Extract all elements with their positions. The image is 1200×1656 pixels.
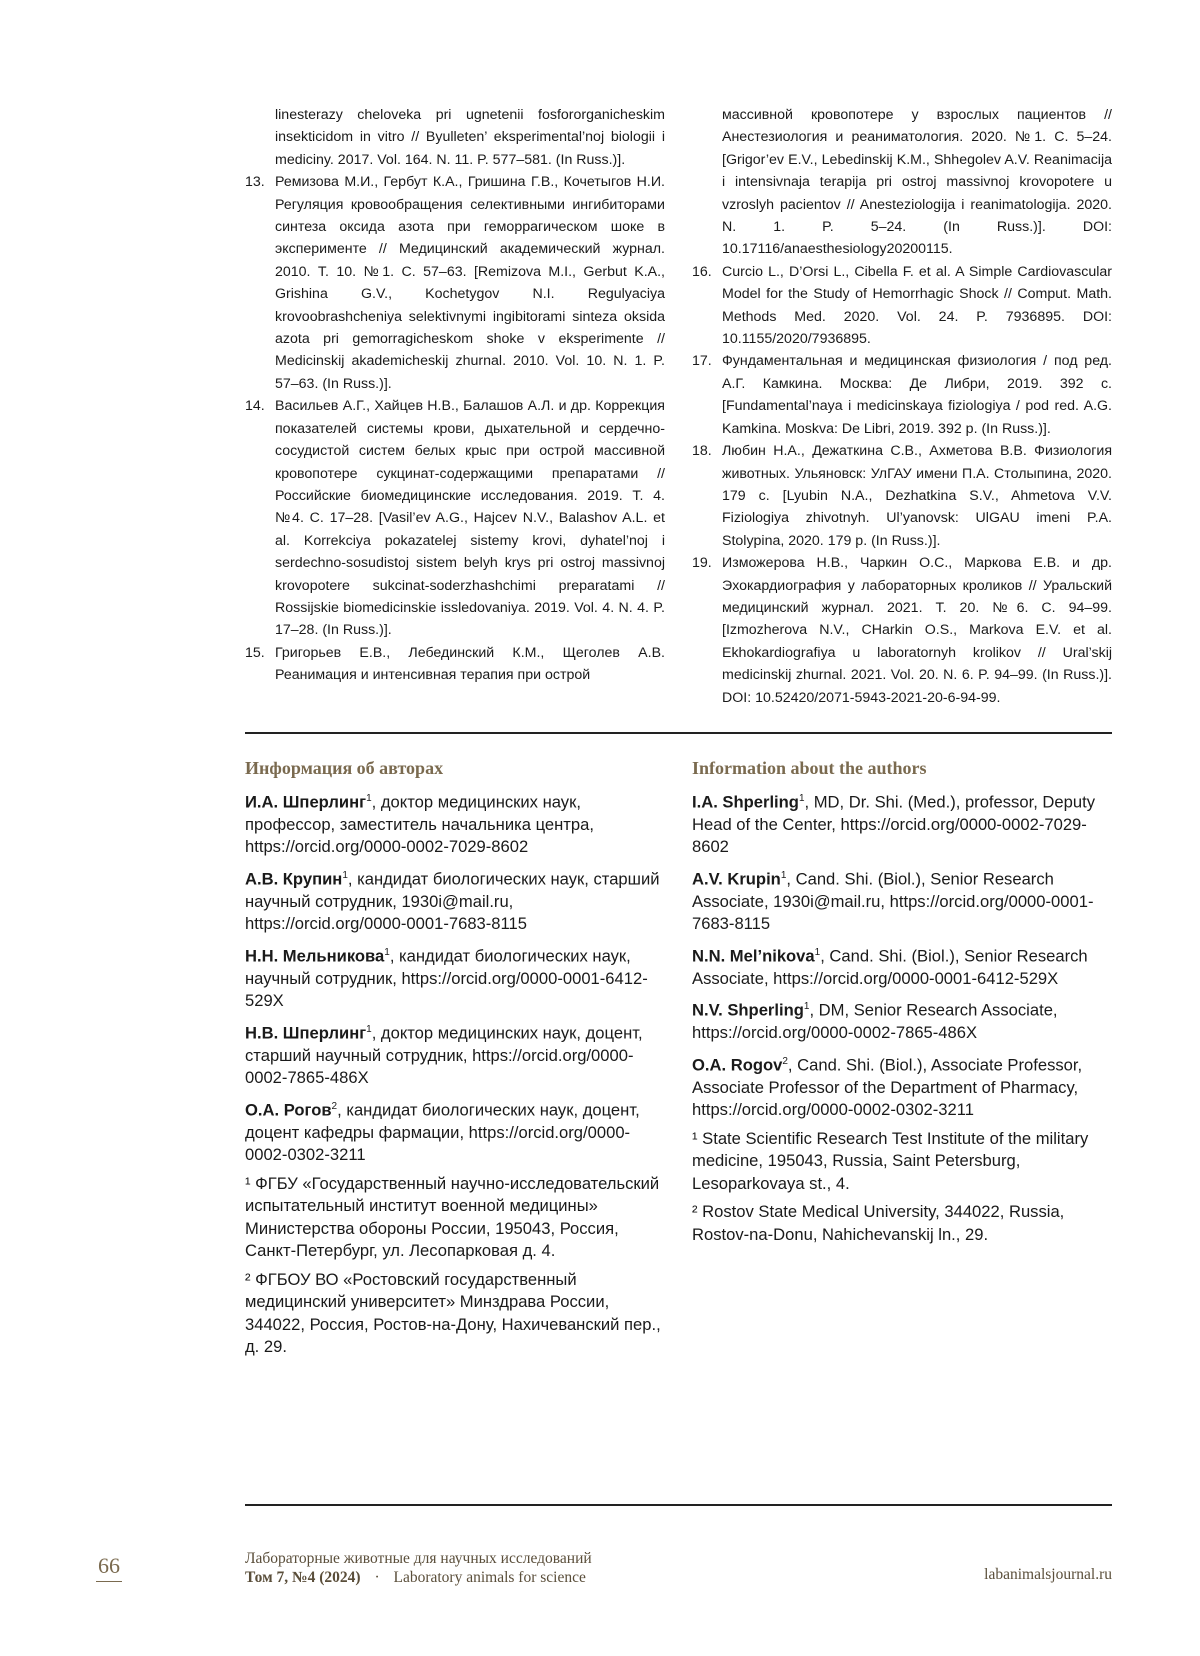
reference-text: Изможерова Н.В., Чаркин О.С., Маркова Е.В. и др. Эхокардиография у лабораторных кроликов // Уральский медицинский журнал. 2021. Т. 20. №6. С. 94–99. [Izmozherova N.V., CHarkin O.S., Markova E.V. et al. Ekhokardiografiya u laboratornyh krolikov // Ural’skij medicinskij zhurnal. 2021. Vol. 20. N. 6. P. 94–99. (In Russ.)]. DOI: 10.52420/2071-5943-2021-20-6-94-99. (722, 555, 1112, 706)
affiliation-entry: ¹ State Scientific Research Test Institute of the military medicine, 195043, Russia, Saint Petersburg, Lesoparkovaya st., 4. (692, 1128, 1089, 1193)
reference-text: Curcio L., D’Orsi L., Cibella F. et al. A Simple Cardiovascular Model for the Study of Hemorrhagic Shock // Comput. Math. Methods Med. 2020. Vol. 24. P. 7936895. DOI: 10.1155/2020/7936895. (722, 263, 1112, 348)
author-entry (245, 788, 665, 859)
reference-item (245, 171, 665, 395)
page-number: 66 (96, 1553, 122, 1582)
author-details: , доктор медицинских наук, профессор, заместитель начальника центра, https://orcid.org/0000-0002-7029-8602 (245, 792, 594, 857)
reference-item (245, 395, 665, 641)
reference-text: Васильев А.Г., Хайцев Н.В., Балашов А.Л. и др. Коррекция показателей системы крови, дыхательной и сердечно-сосудистой систем белых крыс при острой массивной кровопотере сукцинат-содержащими препаратами // Российские биомедицинские исследования. 2019. Т. 4. №4. С. 17–28. [Vasil’ev A.G., Hajcev N.V., Balashov A.L. et al. Korrekciya pokazatelej sistemy krovi, dyhatel’noj i serdechno-sosudistoj sistem belyh krys pri ostroj massivnoj krovopotere sukcinat-soderzhashchimi preparatami // Rossijskie biomedicinskie issledovaniya. 2019. Vol. 4. N. 4. P. 17–28. (In Russ.)]. (275, 398, 665, 639)
reference-text: Ремизова М.И., Гербут К.А., Гришина Г.В., Кочетыгов Н.И. Регуляция кровообращения селективными ингибиторами синтеза оксида азота при геморрагическом шоке в эксперименте // Медицинский академический журнал. 2010. Т. 10. №1. С. 57–63. [Remizova M.I., Gerbut K.A., Grishina G.V., Kochetygov N.I. Regulyaciya krovoobrashcheniya selektivnymi ingibitorami sinteza oksida azota pri gemorragicheskom shoke v eksperimente // Medicinskij akademicheskij zhurnal. 2010. Vol. 10. N. 1. P. 57–63. (In Russ.)]. (275, 174, 665, 392)
authors-info-en (692, 757, 1122, 1252)
reference-number: 17. (692, 353, 712, 370)
author-details: , DM, Senior Research Associate, https://orcid.org/0000-0002-7865-486X (692, 1000, 1058, 1043)
author-entry (692, 1051, 1122, 1122)
author-affiliation-mark: 1 (366, 792, 372, 804)
authors-title-ru: Информация об авторах (245, 758, 444, 778)
author-entry (245, 1019, 665, 1090)
reference-number: 13. (245, 174, 265, 191)
author-name: А.В. Крупин (245, 869, 343, 889)
reference-text: Фундаментальная и медицинская физиология / под ред. А.Г. Камкина. Москва: Де Либри, 2019. 392 с. [Fundamental’naya i medicinskaya fiziologiya / pod red. A.G. Kamkina. Moskva: De Libri, 2019. 392 p. (In Russ.)]. (722, 353, 1112, 437)
author-details: , кандидат биологических наук, научный сотрудник, https://orcid.org/0000-0001-6412-529X (245, 946, 648, 1011)
author-entry (692, 996, 1122, 1045)
reference-number: 14. (245, 398, 265, 415)
author-affiliation-mark: 1 (803, 1001, 810, 1013)
reference-item (692, 104, 1112, 261)
affiliation-entry: ¹ ФГБУ «Государственный научно-исследовательский испытательный институт военной медицины» Министерства обороны России, 195043, Россия, Санкт-Петербург, ул. Лесопарковая д. 4. (245, 1173, 660, 1261)
journal-title-en: Laboratory animals for science (393, 1569, 586, 1586)
reference-item (692, 261, 1112, 351)
reference-text: массивной кровопотере у взрослых пациентов // Анестезиология и реаниматология. 2020. №1. С. 5–24. [Grigor’ev E.V., Lebedinskij K.M., Shhegolev A.V. Reanimacija i intensivnaja terapija pri ostroj massivnoj krovopotere u vzroslyh pacientov // Anesteziologija i reanimatologija. 2020. N. 1. P. 5–24. (In Russ.)]. DOI: 10.17116/anaesthesiology20200115. (722, 107, 1112, 258)
journal-separator: · (374, 1569, 380, 1586)
author-name: O.A. Rogov (692, 1055, 783, 1075)
reference-item (692, 440, 1112, 552)
author-details: , Cand. Shi. (Biol.), Senior Research Associate, 1930i@mail.ru, https://orcid.org/0000-0001-7683-8115 (692, 869, 1094, 934)
reference-number: 18. (692, 443, 712, 460)
author-affiliation-mark: 1 (814, 946, 821, 958)
author-affiliation-mark: 1 (384, 946, 390, 958)
author-name: Н.В. Шперлинг (245, 1023, 367, 1043)
author-name: N.V. Shperling (692, 1000, 804, 1020)
reference-text: Григорьев Е.В., Лебединский К.М., Щеголев А.В. Реанимация и интенсивная терапия при острой (275, 644, 665, 684)
author-affiliation-mark: 1 (366, 1023, 372, 1035)
author-details: , доктор медицинских наук, доцент, старший научный сотрудник, https://orcid.org/0000-0002-7865-486X (245, 1023, 643, 1088)
reference-item (245, 104, 665, 171)
author-details: , MD, Dr. Shi. (Med.), professor, Deputy Head of the Center, https://orcid.org/0000-0002-7029-8602 (692, 792, 1095, 857)
author-entry (245, 942, 665, 1013)
author-affiliation-mark: 1 (798, 792, 805, 804)
journal-volume-line (245, 1568, 592, 1587)
author-details: , Cand. Shi. (Biol.), Associate Professor, Associate Professor of the Department of Pharmacy, https://orcid.org/0000-0002-0302-3211 (692, 1055, 1083, 1120)
authors-title-en: Information about the authors (692, 758, 927, 778)
journal-website: labanimalsjournal.ru (984, 1566, 1112, 1583)
author-details: , кандидат биологических наук, старший научный сотрудник, 1930i@mail.ru, https://orcid.org/0000-0001-7683-8115 (245, 869, 660, 934)
author-affiliation-mark: 1 (342, 869, 348, 881)
references-left-column (245, 104, 665, 687)
references-right-column (692, 104, 1112, 709)
section-divider-bottom (245, 1504, 1112, 1506)
author-name: N.N. Mel’nikova (692, 946, 815, 966)
affiliation-entry: ² Rostov State Medical University, 344022, Russia, Rostov-na-Donu, Nahichevanskij ln., 29. (692, 1202, 1065, 1244)
author-entry (692, 865, 1122, 936)
author-affiliation-mark: 2 (331, 1100, 338, 1112)
journal-title-block (245, 1549, 592, 1587)
authors-info-ru (245, 757, 665, 1365)
author-entry (692, 942, 1122, 991)
reference-item (692, 350, 1112, 440)
journal-title-ru: Лабораторные животные для научных исследований (245, 1550, 592, 1567)
reference-text: linesterazy cheloveka pri ugnetenii fosfororganicheskim insekticidom in vitro // Byulleten’ eksperimental’noj biologii i mediciny. 2017. Vol. 164. N. 11. P. 577–581. (In Russ.)]. (275, 107, 665, 168)
section-divider-top (245, 732, 1112, 734)
author-details: , Cand. Shi. (Biol.), Senior Research Associate, https://orcid.org/0000-0001-6412-529X (692, 946, 1088, 988)
author-affiliation-mark: 1 (780, 869, 787, 881)
reference-item (692, 552, 1112, 709)
affiliation-entry: ² ФГБОУ ВО «Ростовский государственный медицинский университет» Минздрава России, 344022, Россия, Ростов-на-Дону, Нахичеванский пер., д. 29. (245, 1269, 661, 1357)
author-entry (692, 788, 1122, 859)
author-name: Н.Н. Мельникова (245, 946, 385, 966)
author-name: A.V. Krupin (692, 869, 781, 889)
author-affiliation-mark: 2 (782, 1055, 788, 1067)
author-name: I.A. Shperling (692, 792, 799, 812)
author-entry (245, 1096, 665, 1167)
reference-number: 16. (692, 263, 712, 280)
author-details: , кандидат биологических наук, доцент, доцент кафедры фармации, https://orcid.org/0000-0002-0302-3211 (245, 1100, 640, 1165)
reference-number: 19. (692, 555, 712, 572)
reference-number: 15. (245, 644, 265, 661)
reference-item (245, 642, 665, 687)
reference-text: Любин Н.А., Дежаткина С.В., Ахметова В.В. Физиология животных. Ульяновск: УлГАУ имени П.А. Столыпина, 2020. 179 с. [Lyubin N.A., Dezhatkina S.V., Ahmetova V.V. Fiziologiya zhivotnyh. Ul’yanovsk: UlGAU imeni P.A. Stolypina, 2020. 179 p. (In Russ.)]. (722, 443, 1112, 549)
author-name: О.А. Рогов (245, 1100, 332, 1120)
author-entry (245, 865, 665, 936)
author-name: И.А. Шперлинг (245, 792, 367, 812)
journal-volume: Том 7, №4 (2024) (245, 1569, 361, 1586)
